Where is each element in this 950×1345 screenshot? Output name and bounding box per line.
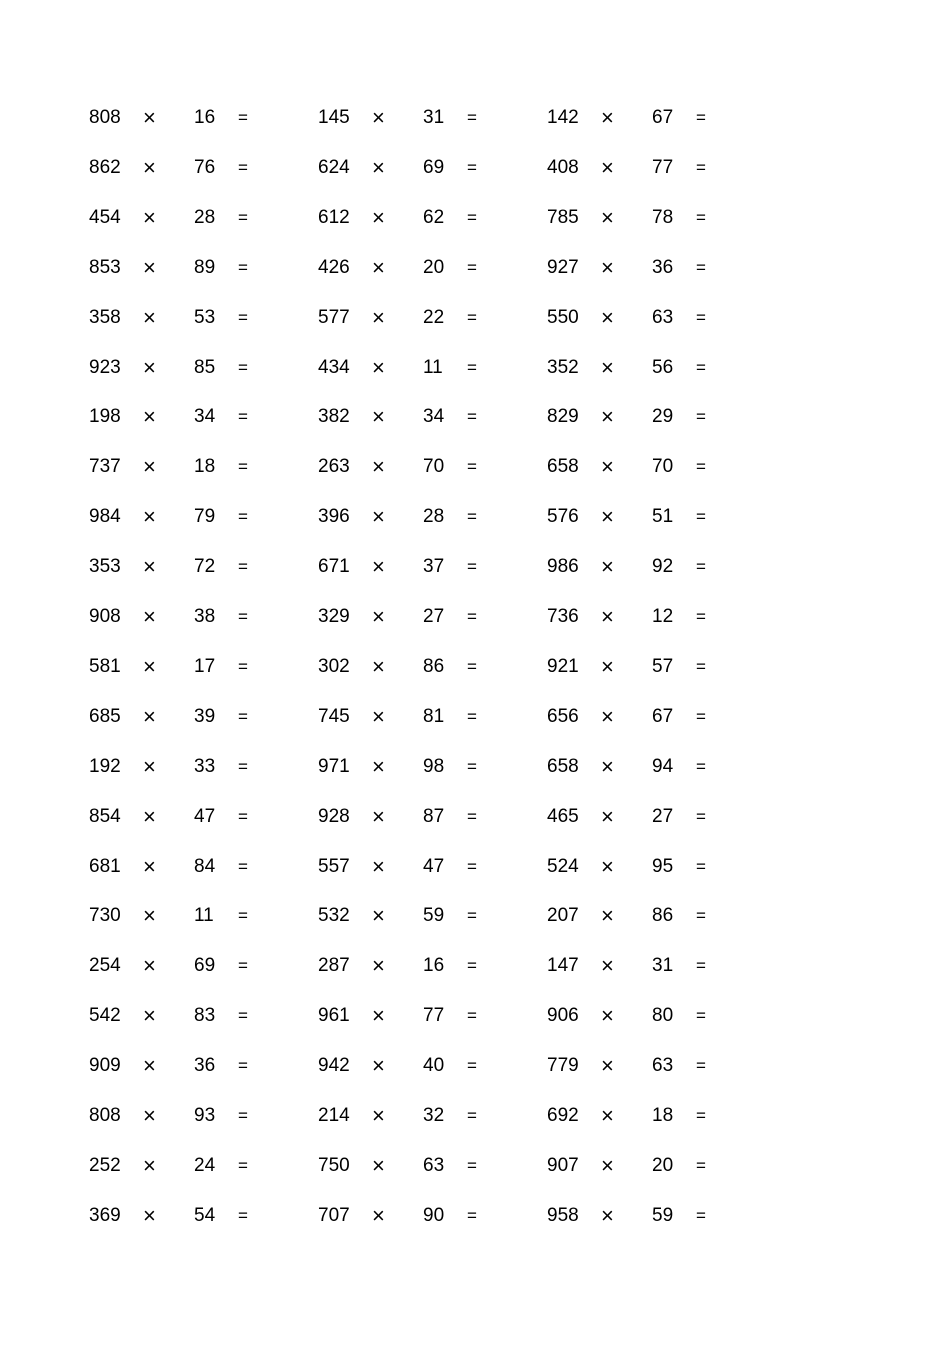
multiplier: 20 xyxy=(652,1154,674,1176)
multiplicand: 906 xyxy=(547,1005,579,1027)
multiplicand: 408 xyxy=(547,156,579,178)
equals-sign: = xyxy=(238,706,248,726)
multiplier: 69 xyxy=(194,955,216,977)
multiplier: 95 xyxy=(652,855,674,877)
multiplier: 57 xyxy=(652,655,674,677)
problem-row xyxy=(0,702,950,732)
equals-sign: = xyxy=(238,656,248,676)
multiplier: 67 xyxy=(652,107,674,128)
times-sign: × xyxy=(601,953,614,979)
times-sign: × xyxy=(143,154,156,180)
multiplicand: 577 xyxy=(318,306,350,328)
multiplicand: 192 xyxy=(89,755,121,777)
equals-sign: = xyxy=(696,607,706,626)
times-sign: × xyxy=(372,354,385,380)
equals-sign: = xyxy=(467,507,477,527)
equals-sign: = xyxy=(467,1155,477,1175)
multiplier: 81 xyxy=(423,705,445,727)
problem-row xyxy=(0,103,950,133)
multiplicand: 524 xyxy=(547,855,579,877)
multiplicand: 542 xyxy=(89,1005,121,1027)
problem-row xyxy=(0,1151,950,1181)
multiplier: 17 xyxy=(194,655,216,677)
multiplicand: 750 xyxy=(318,1154,350,1176)
times-sign: × xyxy=(372,653,385,679)
multiplier: 31 xyxy=(652,955,674,977)
times-sign: × xyxy=(601,554,614,580)
equals-sign: = xyxy=(238,108,248,127)
problem-row xyxy=(0,153,950,183)
times-sign: × xyxy=(372,1053,385,1079)
multiplicand: 927 xyxy=(547,256,579,278)
multiplier: 18 xyxy=(652,1105,674,1126)
multiplier: 34 xyxy=(423,406,445,428)
equals-sign: = xyxy=(696,1155,706,1175)
times-sign: × xyxy=(372,703,385,729)
times-sign: × xyxy=(601,1103,614,1128)
multiplicand: 854 xyxy=(89,805,121,827)
multiplier: 93 xyxy=(194,1105,216,1126)
problem-row xyxy=(0,1101,950,1131)
multiplier: 37 xyxy=(423,556,445,578)
multiplicand: 254 xyxy=(89,955,121,977)
multiplicand: 550 xyxy=(547,306,579,328)
times-sign: × xyxy=(601,853,614,879)
multiplier: 77 xyxy=(423,1005,445,1027)
times-sign: × xyxy=(601,1053,614,1079)
multiplier: 36 xyxy=(652,256,674,278)
equals-sign: = xyxy=(238,457,248,477)
equals-sign: = xyxy=(467,1056,477,1076)
multiplier: 63 xyxy=(423,1154,445,1176)
equals-sign: = xyxy=(467,956,477,976)
equals-sign: = xyxy=(238,357,248,377)
times-sign: × xyxy=(143,105,156,130)
equals-sign: = xyxy=(696,507,706,527)
multiplicand: 147 xyxy=(547,955,579,977)
multiplier: 92 xyxy=(652,556,674,578)
problem-row xyxy=(0,303,950,333)
multiplier: 67 xyxy=(652,705,674,727)
multiplier: 87 xyxy=(423,805,445,827)
multiplicand: 671 xyxy=(318,556,350,578)
equals-sign: = xyxy=(238,307,248,327)
multiplicand: 853 xyxy=(89,256,121,278)
multiplicand: 862 xyxy=(89,156,121,178)
multiplicand: 909 xyxy=(89,1055,121,1077)
multiplicand: 808 xyxy=(89,107,121,128)
times-sign: × xyxy=(372,1103,385,1128)
multiplier: 70 xyxy=(652,456,674,478)
multiplicand: 658 xyxy=(547,456,579,478)
equals-sign: = xyxy=(238,1006,248,1026)
equals-sign: = xyxy=(467,706,477,726)
times-sign: × xyxy=(372,504,385,530)
multiplier: 11 xyxy=(423,356,443,378)
times-sign: × xyxy=(372,304,385,330)
equals-sign: = xyxy=(696,756,706,776)
equals-sign: = xyxy=(467,457,477,477)
equals-sign: = xyxy=(696,407,706,427)
times-sign: × xyxy=(372,1202,385,1228)
multiplier: 63 xyxy=(652,1055,674,1077)
multiplier: 47 xyxy=(423,855,445,877)
times-sign: × xyxy=(143,703,156,729)
multiplicand: 730 xyxy=(89,905,121,927)
times-sign: × xyxy=(601,1003,614,1029)
equals-sign: = xyxy=(467,207,477,227)
multiplicand: 145 xyxy=(318,107,350,128)
equals-sign: = xyxy=(467,157,477,177)
times-sign: × xyxy=(372,953,385,979)
equals-sign: = xyxy=(238,257,248,277)
multiplier: 27 xyxy=(652,805,674,827)
multiplicand: 382 xyxy=(318,406,350,428)
times-sign: × xyxy=(143,903,156,929)
times-sign: × xyxy=(372,853,385,879)
multiplicand: 369 xyxy=(89,1204,121,1226)
equals-sign: = xyxy=(238,407,248,427)
multiplier: 51 xyxy=(652,506,674,528)
equals-sign: = xyxy=(238,756,248,776)
multiplicand: 352 xyxy=(547,356,579,378)
multiplier: 39 xyxy=(194,705,216,727)
multiplicand: 829 xyxy=(547,406,579,428)
times-sign: × xyxy=(372,454,385,480)
multiplier: 59 xyxy=(423,905,445,927)
multiplicand: 745 xyxy=(318,705,350,727)
multiplier: 80 xyxy=(652,1005,674,1027)
multiplicand: 685 xyxy=(89,705,121,727)
multiplicand: 358 xyxy=(89,306,121,328)
multiplier: 53 xyxy=(194,306,216,328)
multiplier: 59 xyxy=(652,1204,674,1226)
equals-sign: = xyxy=(467,557,477,577)
equals-sign: = xyxy=(696,906,706,926)
equals-sign: = xyxy=(238,1106,248,1125)
problem-row xyxy=(0,1051,950,1081)
times-sign: × xyxy=(601,204,614,230)
problem-row xyxy=(0,652,950,682)
multiplier: 72 xyxy=(194,556,216,578)
multiplicand: 736 xyxy=(547,606,579,627)
multiplier: 54 xyxy=(194,1204,216,1226)
equals-sign: = xyxy=(467,756,477,776)
multiplicand: 465 xyxy=(547,805,579,827)
multiplicand: 396 xyxy=(318,506,350,528)
multiplier: 47 xyxy=(194,805,216,827)
multiplier: 79 xyxy=(194,506,216,528)
multiplicand: 624 xyxy=(318,156,350,178)
equals-sign: = xyxy=(467,257,477,277)
multiplier: 69 xyxy=(423,156,445,178)
multiplier: 85 xyxy=(194,356,216,378)
multiplier: 83 xyxy=(194,1005,216,1027)
equals-sign: = xyxy=(238,1155,248,1175)
multiplicand: 971 xyxy=(318,755,350,777)
multiplier: 24 xyxy=(194,1154,216,1176)
multiplicand: 532 xyxy=(318,905,350,927)
equals-sign: = xyxy=(238,1205,248,1225)
multiplicand: 779 xyxy=(547,1055,579,1077)
times-sign: × xyxy=(601,1152,614,1178)
multiplier: 38 xyxy=(194,606,216,627)
times-sign: × xyxy=(143,1053,156,1079)
equals-sign: = xyxy=(238,956,248,976)
multiplicand: 612 xyxy=(318,206,350,228)
equals-sign: = xyxy=(696,257,706,277)
problem-row xyxy=(0,552,950,582)
multiplicand: 353 xyxy=(89,556,121,578)
multiplier: 56 xyxy=(652,356,674,378)
times-sign: × xyxy=(601,604,614,629)
equals-sign: = xyxy=(696,307,706,327)
multiplier: 12 xyxy=(652,606,674,627)
times-sign: × xyxy=(372,254,385,280)
equals-sign: = xyxy=(238,507,248,527)
times-sign: × xyxy=(143,204,156,230)
multiplier: 70 xyxy=(423,456,445,478)
equals-sign: = xyxy=(696,457,706,477)
equals-sign: = xyxy=(238,1056,248,1076)
equals-sign: = xyxy=(238,607,248,626)
problem-row xyxy=(0,353,950,383)
multiplicand: 329 xyxy=(318,606,350,627)
multiplicand: 984 xyxy=(89,506,121,528)
equals-sign: = xyxy=(696,357,706,377)
multiplicand: 198 xyxy=(89,406,121,428)
multiplicand: 921 xyxy=(547,655,579,677)
multiplicand: 252 xyxy=(89,1154,121,1176)
equals-sign: = xyxy=(238,157,248,177)
equals-sign: = xyxy=(467,108,477,127)
equals-sign: = xyxy=(238,856,248,876)
times-sign: × xyxy=(143,1003,156,1029)
multiplier: 11 xyxy=(194,905,214,927)
multiplier: 33 xyxy=(194,755,216,777)
multiplicand: 658 xyxy=(547,755,579,777)
multiplier: 89 xyxy=(194,256,216,278)
equals-sign: = xyxy=(467,357,477,377)
multiplier: 63 xyxy=(652,306,674,328)
multiplicand: 207 xyxy=(547,905,579,927)
times-sign: × xyxy=(143,554,156,580)
times-sign: × xyxy=(601,154,614,180)
multiplicand: 907 xyxy=(547,1154,579,1176)
multiplier: 31 xyxy=(423,107,445,128)
times-sign: × xyxy=(143,504,156,530)
times-sign: × xyxy=(601,454,614,480)
multiplier: 22 xyxy=(423,306,445,328)
multiplier: 94 xyxy=(652,755,674,777)
equals-sign: = xyxy=(696,108,706,127)
times-sign: × xyxy=(143,354,156,380)
multiplier: 20 xyxy=(423,256,445,278)
times-sign: × xyxy=(372,604,385,629)
equals-sign: = xyxy=(238,906,248,926)
multiplicand: 928 xyxy=(318,805,350,827)
equals-sign: = xyxy=(696,157,706,177)
multiplicand: 692 xyxy=(547,1105,579,1126)
equals-sign: = xyxy=(696,207,706,227)
multiplicand: 808 xyxy=(89,1105,121,1126)
multiplicand: 287 xyxy=(318,955,350,977)
times-sign: × xyxy=(372,1152,385,1178)
times-sign: × xyxy=(601,803,614,829)
times-sign: × xyxy=(372,803,385,829)
multiplicand: 581 xyxy=(89,655,121,677)
times-sign: × xyxy=(143,1202,156,1228)
equals-sign: = xyxy=(696,1106,706,1125)
problem-row xyxy=(0,951,950,981)
multiplicand: 923 xyxy=(89,356,121,378)
equals-sign: = xyxy=(238,207,248,227)
multiplier: 34 xyxy=(194,406,216,428)
multiplier: 28 xyxy=(423,506,445,528)
times-sign: × xyxy=(601,504,614,530)
multiplicand: 576 xyxy=(547,506,579,528)
multiplicand: 214 xyxy=(318,1105,350,1126)
multiplicand: 707 xyxy=(318,1204,350,1226)
multiplier: 16 xyxy=(423,955,445,977)
times-sign: × xyxy=(372,1003,385,1029)
equals-sign: = xyxy=(696,806,706,826)
times-sign: × xyxy=(601,903,614,929)
multiplicand: 986 xyxy=(547,556,579,578)
times-sign: × xyxy=(143,304,156,330)
multiplier: 40 xyxy=(423,1055,445,1077)
problem-row xyxy=(0,752,950,782)
multiplicand: 785 xyxy=(547,206,579,228)
multiplier: 18 xyxy=(194,456,216,478)
multiplier: 77 xyxy=(652,156,674,178)
multiplicand: 681 xyxy=(89,855,121,877)
multiplicand: 142 xyxy=(547,107,579,128)
times-sign: × xyxy=(143,1152,156,1178)
multiplicand: 434 xyxy=(318,356,350,378)
multiplicand: 737 xyxy=(89,456,121,478)
equals-sign: = xyxy=(696,1056,706,1076)
times-sign: × xyxy=(372,903,385,929)
times-sign: × xyxy=(143,604,156,629)
equals-sign: = xyxy=(467,1205,477,1225)
equals-sign: = xyxy=(467,856,477,876)
equals-sign: = xyxy=(238,557,248,577)
equals-sign: = xyxy=(696,1006,706,1026)
equals-sign: = xyxy=(467,806,477,826)
problem-row xyxy=(0,852,950,882)
equals-sign: = xyxy=(467,307,477,327)
problem-row xyxy=(0,1001,950,1031)
multiplier: 28 xyxy=(194,206,216,228)
times-sign: × xyxy=(372,154,385,180)
multiplier: 84 xyxy=(194,855,216,877)
multiplicand: 958 xyxy=(547,1204,579,1226)
problem-row xyxy=(0,502,950,532)
multiplicand: 942 xyxy=(318,1055,350,1077)
equals-sign: = xyxy=(238,806,248,826)
multiplier: 27 xyxy=(423,606,445,627)
problem-row xyxy=(0,253,950,283)
times-sign: × xyxy=(143,404,156,430)
times-sign: × xyxy=(601,1202,614,1228)
equals-sign: = xyxy=(696,706,706,726)
problem-row xyxy=(0,203,950,233)
multiplicand: 961 xyxy=(318,1005,350,1027)
equals-sign: = xyxy=(696,956,706,976)
multiplier: 90 xyxy=(423,1204,445,1226)
times-sign: × xyxy=(601,354,614,380)
equals-sign: = xyxy=(467,1006,477,1026)
problem-row xyxy=(0,1201,950,1231)
multiplier: 76 xyxy=(194,156,216,178)
multiplier: 86 xyxy=(423,655,445,677)
problem-row xyxy=(0,901,950,931)
times-sign: × xyxy=(143,653,156,679)
multiplier: 98 xyxy=(423,755,445,777)
times-sign: × xyxy=(601,304,614,330)
multiplier: 29 xyxy=(652,406,674,428)
times-sign: × xyxy=(601,404,614,430)
multiplier: 32 xyxy=(423,1105,445,1126)
multiplier: 16 xyxy=(194,107,216,128)
multiplier: 62 xyxy=(423,206,445,228)
times-sign: × xyxy=(143,803,156,829)
multiplicand: 454 xyxy=(89,206,121,228)
times-sign: × xyxy=(143,454,156,480)
times-sign: × xyxy=(143,1103,156,1128)
equals-sign: = xyxy=(467,1106,477,1125)
times-sign: × xyxy=(601,254,614,280)
multiplicand: 426 xyxy=(318,256,350,278)
equals-sign: = xyxy=(467,656,477,676)
problem-row xyxy=(0,452,950,482)
multiplicand: 656 xyxy=(547,705,579,727)
multiplicand: 557 xyxy=(318,855,350,877)
times-sign: × xyxy=(601,753,614,779)
times-sign: × xyxy=(143,254,156,280)
multiplier: 78 xyxy=(652,206,674,228)
times-sign: × xyxy=(601,105,614,130)
equals-sign: = xyxy=(467,407,477,427)
multiplicand: 908 xyxy=(89,606,121,627)
times-sign: × xyxy=(372,753,385,779)
multiplier: 36 xyxy=(194,1055,216,1077)
multiplier: 86 xyxy=(652,905,674,927)
problem-row xyxy=(0,402,950,432)
times-sign: × xyxy=(372,404,385,430)
times-sign: × xyxy=(601,653,614,679)
equals-sign: = xyxy=(696,656,706,676)
times-sign: × xyxy=(143,853,156,879)
times-sign: × xyxy=(372,105,385,130)
equals-sign: = xyxy=(696,557,706,577)
multiplicand: 302 xyxy=(318,655,350,677)
times-sign: × xyxy=(372,204,385,230)
equals-sign: = xyxy=(696,1205,706,1225)
problem-row xyxy=(0,802,950,832)
equals-sign: = xyxy=(467,607,477,626)
times-sign: × xyxy=(372,554,385,580)
times-sign: × xyxy=(143,953,156,979)
times-sign: × xyxy=(143,753,156,779)
multiplicand: 263 xyxy=(318,456,350,478)
equals-sign: = xyxy=(467,906,477,926)
problem-row xyxy=(0,602,950,632)
equals-sign: = xyxy=(696,856,706,876)
times-sign: × xyxy=(601,703,614,729)
